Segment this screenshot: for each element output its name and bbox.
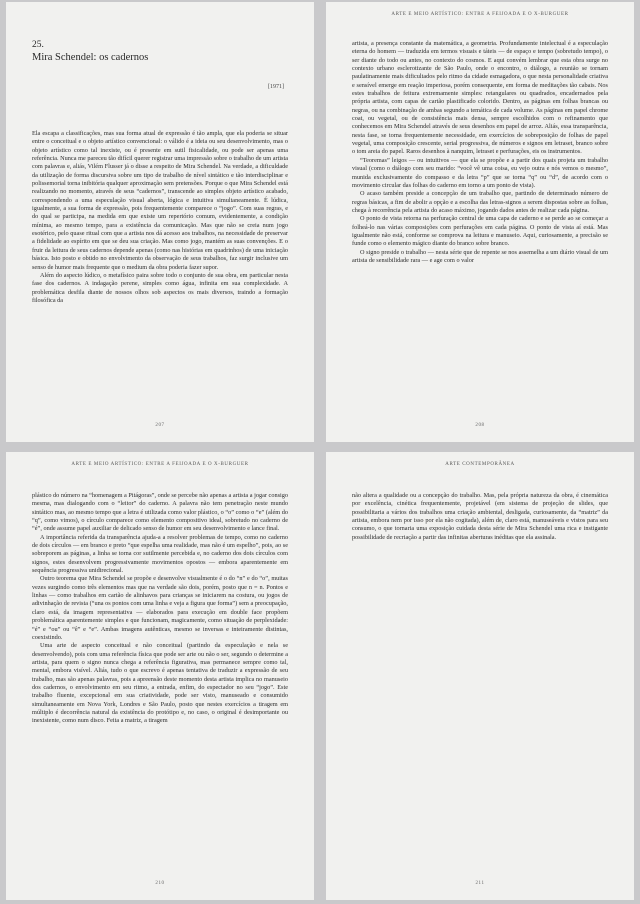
page-207	[6, 2, 314, 442]
running-head: ARTE CONTEMPORÂNEA	[445, 462, 515, 467]
chapter-year: [1971]	[268, 84, 284, 90]
page-body	[32, 130, 288, 305]
page-body	[352, 40, 608, 265]
paragraph: Outro teorema que Mira Schendel se propõe e desenvolve visualmente é o do “n” e do “o”, muitas vezes surgindo como três elementos mas que na verdade são dois, porém, posto que n = n. Pontos e linhas — como trabalhos em cartão de alinhavos para crianças se iniciarem na costura, ou jogos de adivinhação de revista (“una os pontos com uma linha e veja a figura que forma”) sem a preocupação, claro está, da imagem representativa — elaborados para execução em double face propõem problemática aparentemente simples e que funcionam, magicamente, como situação de perplexidade: “é” e “ou” ou “ê” e “e”. Ambas imagens autênticas, mesmo se inversas e inteiramente distintas, coexistindo.	[32, 575, 288, 641]
page-208	[326, 2, 634, 442]
paragraph: “Teoremas” leigos — ou intuitivos — que ela se propõe e a partir dos quais projeta um trabalho visual (como o diálogo com seu marido: “você vê uma coisa, eu vejo outra e nós vemos o mesmo”, munida exclusivamente do compasso e da letra “p” que se torna “q” ou “d”, de acordo com o movimento circular das folhas do caderno em torno a um ponto de vista).	[352, 156, 608, 189]
chapter-number: 25.	[32, 40, 44, 50]
page-number: 211	[475, 881, 485, 886]
paragraph: plástico do número na “homenagem a Pitágoras”, onde se percebe não apenas a artista a jogar consigo mesma, mas dialogando com o “leitor” do caderno. A palavra não tem penetração neste mundo sintático mas, ao mesmo tempo que a letra é utilizada como valor plástico, o “o” como o “e” (além do “q”, como vimos), o círculo comparece como elemento compositivo ideal, sobretudo no caderno de “é”, onde assume papel auxiliar de delicado senso de humor em seu desenvolvimento e lance final.	[32, 492, 288, 533]
page-210	[6, 452, 314, 900]
paragraph: A importância referida da transparência ajuda-a a resolver problemas de tempo, como no caderno de dois círculos — em branco e preto “que espelha uma realidade, mas não é um espelho”, pois, ao se sobreporem as páginas, a linha se torna cor sutilmente percebida e, no caderno dos dois círculos com signos, estes desenvolvem progressivamente movimentos opostos — embora aparentemente em sequência progressiva unidirecional.	[32, 533, 288, 575]
chapter-title: Mira Schendel: os cadernos	[32, 52, 149, 63]
paragraph: Além do aspecto lúdico, o metafísico paira sobre todo o conjunto de sua obra, em particular nesta fase dos cadernos. A indagação perene, simples como água, infinita em sua complexidade. A problemática desfila diante de nossos olhos sob aspectos os mais diversos, traindo a formação filosófica da	[32, 271, 288, 304]
page-body	[32, 492, 288, 726]
page-number: 210	[155, 881, 165, 886]
running-head: ARTE E MEIO ARTÍSTICO: ENTRE A FEIJOADA E O X-BURGUER	[391, 12, 569, 17]
page-number: 207	[155, 423, 165, 428]
page-number: 208	[475, 423, 485, 428]
running-head: ARTE E MEIO ARTÍSTICO: ENTRE A FEIJOADA E O X-BURGUER	[71, 462, 249, 467]
paragraph: O signo preside o trabalho — nesta série que de repente se nos assemelha a um diário visual de um artista de sensibilidade rara — e age com o valor	[352, 248, 608, 264]
paragraph: Ela escapa a classificações, mas sua forma atual de expressão é tão ampla, que ela poderia se situar entre o conceitual e o objeto artístico convencional: o válido é a ideia ou seu desenvolvimento, mas o objeto artístico como tal inexiste, ou é presente em sutil fisicalidade, ou pode ser apenas uma referência. Nunca me pareceu tão difícil querer registrar uma impressão sobre o trabalho de um artista com palavras e, aliás, Vilém Flusser já o disse a respeito de Mira Schendel. Na verdade, a dificuldade da utilização de forma discursiva sobre um tipo de trabalho de nível sintático e tão interdisciplinar e polissemorial torna inibitória qualquer aproximação sem pretensões. Porque o que Mira Schendel está realizando no momento, através de seus “cadernos”, transcende ao simples objeto artístico acabado, correspondendo a uma especulação visual aberta, lógica e intuitiva simultaneamente. É lúdica, igualmente, a sua forma de expressão, pois frequentemente comparece o “jogo”. Com suas regras, e do qual se participa, na medida em que existe um repertório comum, evidentemente, a condição mínima, ao mesmo tempo, para a existência da comunicação. Mas que não se creia num jogo esotérico, pelo quase ritual com que a artista nos dá acesso aos trabalhos, na necessidade de preservar a fidelidade ao espírito em que se deu sua criação. Mas como jogo, mantém as suas convenções. E o fruir da leitura de seus cadernos depende apenas (como nas histórias em quadrinhos) de uma iniciação básica. Isto posto e obtido no envolvimento da observação de seus trabalhos, faz surgir inclusive um senso de humor mais frequente que o medium da obra poderia fazer supor.	[32, 130, 288, 271]
paragraph: O ponto de vista retorna na perfuração central de uma capa de caderno e se perde ao se começar a folheá-lo nas várias composições com perfurações em cada página. O ponto de vista aí está. Mas igualmente não está, conforme se comprova na leitura e manuseio. Aqui, curiosamente, a precisão se funde como o elemento mágico diante do branco sobre branco.	[352, 215, 608, 248]
page-211	[326, 452, 634, 900]
paragraph: artista, a presença constante da matemática, a geometria. Profundamente intelectual é a especulação eterna do homem — traduzida em termos visuais e táteis — de espaço e tempo (sobretudo tempo), o ser diante do todo ou antes, no contexto do cosmos. E aqui convém lembrar que esta obra surge no contexto urbano esclerotizante de São Paulo, onde o encontro, o diálogo, a reunião se tornam paulatinamente mais dificultados pelo ritmo da cidade esmagadora, o que nesta personalidade criativa e sensível emerge em reação imperiosa, porém consequente, em forma de meditações tão cabais. Nos estes trabalhos de feitura extremamente simples: retangulares ou quadrados, encadernados pela própria artista, com capas de cartão plastificado colorido. Dentro, as páginas em folhas brancas ou negras, ou na combinação de ambas segundo a temática de cada volume. As páginas em papel chrome coat, ou vegetal, ou de consistência mais densa, sempre escolhidos com o refinamento que conhecemos em Mira Schendel através de seus desenhos em papel de arroz. Aliás, essa transparência, nesta fase, se torna frequentemente necessidade, em exercícios de sobreposição de folhas de papel vegetal, uma composição crescente, serial progressiva, de números e signos em letraset, branco sobre o tom areia do papel. Raros desenhos à nanquim, letraset e perfurações, eis os instrumentos.	[352, 40, 608, 156]
paragraph: Uma arte de aspecto conceitual e não conceitual (partindo da especulação e nela se desenvolvendo), pois com uma referência física que pode ser arte ou não o ser, segundo o determine a artista, para quem o signo nunca chega a referência figurativa, mas permanece sempre como tal, mental, embora visível. Aliás, tudo o que escrevo é apenas tentativa de traduzir a expressão de seu trabalho, mas são apenas palavras, pois a apreensão deste momento desta artista implica no manuseio dos cadernos, o envolvimento em seu ritmo, a entrada, enfim, do espectador no seu “jogo”. Este trabalho fluente, excepcional em sua criatividade, pode ser visto, manuseado e consumido simultaneamente em Nova York, Londres e São Paulo, posto que nestes exercícios a tiragem em múltiplo é decorrência natural da existência do protótipo e, no caso, o original é desimportante ou inexistente, como num disco. Feita a matriz, a tiragem	[32, 642, 288, 725]
paragraph: não altera a qualidade ou a concepção do trabalho. Mas, pela própria natureza da obra, é cinemática por excelência, cinética frequentemente, projetável (em sistema de projeção de slides, que possibilitaria a vários dos trabalhos uma criação ambiental, desligada, curiosamente, da “matriz” da artista, embora nem por isso por ela não cogitada), além de, claro está, manuseáveis e vistos para seu consumo, o que tornaria uma exposição cuidada desta série de Mira Schendel uma rica e instigante possibilidade de recriação a partir das infinitas aberturas inéditas que ela assinala.	[352, 492, 608, 541]
page-body	[352, 492, 608, 542]
paragraph: O acaso também preside a concepção de um trabalho que, partindo de determinado número de regras básicas, a fim de abolir a opção e a escolha das letras-signos a serem dispostas sobre as folhas, chega à recorrência pela artista do acaso máximo, jogando dados antes de realizar cada página.	[352, 190, 608, 214]
